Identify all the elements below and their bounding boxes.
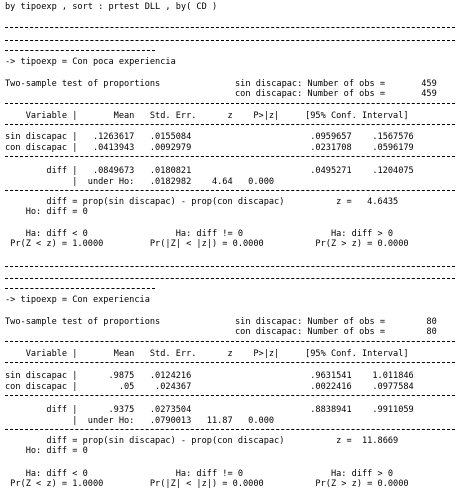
table-rule xyxy=(5,362,455,363)
p-values: Pr(Z < z) = 1.0000 Pr(|Z| < |z|) = 0.0000 Pr(Z > z) = 0.0000 xyxy=(5,479,409,489)
table-header: Variable | Mean Std. Err. z P>|z| [95% Conf. Interval] xyxy=(5,349,409,359)
separator xyxy=(5,50,155,51)
separator xyxy=(5,278,455,279)
table-row: sin discapac | .9875 .0124216 .9631541 1.011846 xyxy=(5,371,414,381)
table-rule xyxy=(5,429,455,430)
table-rule xyxy=(5,156,455,157)
table-row: con discapac | .05 .024367 .0022416 .0977584 xyxy=(5,382,414,392)
table-row: | under Ho: .0790013 11.87 0.000 xyxy=(5,416,275,426)
alt-hypotheses: Ha: diff < 0 Ha: diff != 0 Ha: diff > 0 xyxy=(5,229,394,239)
null-hypothesis: Ho: diff = 0 xyxy=(5,446,88,456)
table-row: sin discapac | .1263617 .0155084 .0959657 .1567576 xyxy=(5,132,414,142)
group-header: -> tipoexp = Con experiencia xyxy=(5,295,150,305)
diff-definition: diff = prop(sin discapac) - prop(con discapac) z = 4.6435 xyxy=(5,197,399,207)
table-row: con discapac | .0413943 .0092979 .0231708 .0596179 xyxy=(5,143,414,153)
test-title: Two-sample test of proportions xyxy=(5,79,161,89)
test-title: Two-sample test of proportions xyxy=(5,317,161,327)
separator xyxy=(5,40,455,41)
null-hypothesis: Ho: diff = 0 xyxy=(5,207,88,217)
group-header: -> tipoexp = Con poca experiencia xyxy=(5,57,176,67)
table-rule xyxy=(5,395,455,396)
p-values: Pr(Z < z) = 1.0000 Pr(|Z| < |z|) = 0.0000 Pr(Z > z) = 0.0000 xyxy=(5,239,409,249)
table-row: | under Ho: .0182982 4.64 0.000 xyxy=(5,177,275,187)
table-row: diff | .0849673 .0180821 .0495271 .1204075 xyxy=(5,166,414,176)
table-row: diff | .9375 .0273504 .8838941 .9911059 xyxy=(5,405,414,415)
table-rule xyxy=(5,124,455,125)
table-rule xyxy=(5,103,455,104)
command-line[interactable]: by tipoexp , sort : prtest DLL , by( CD ) xyxy=(5,2,218,12)
separator xyxy=(5,266,455,267)
alt-hypotheses: Ha: diff < 0 Ha: diff != 0 Ha: diff > 0 xyxy=(5,469,394,479)
separator xyxy=(5,288,155,289)
table-rule xyxy=(5,190,455,191)
obs-count: sin discapac: Number of obs = 459 xyxy=(235,79,437,89)
diff-definition: diff = prop(sin discapac) - prop(con discapac) z = 11.8669 xyxy=(5,436,399,446)
table-header: Variable | Mean Std. Err. z P>|z| [95% Conf. Interval] xyxy=(5,111,409,121)
obs-count: con discapac: Number of obs = 459 xyxy=(235,89,437,99)
obs-count: sin discapac: Number of obs = 80 xyxy=(235,317,437,327)
obs-count: con discapac: Number of obs = 80 xyxy=(235,327,437,337)
separator xyxy=(5,27,455,28)
table-rule xyxy=(5,341,455,342)
